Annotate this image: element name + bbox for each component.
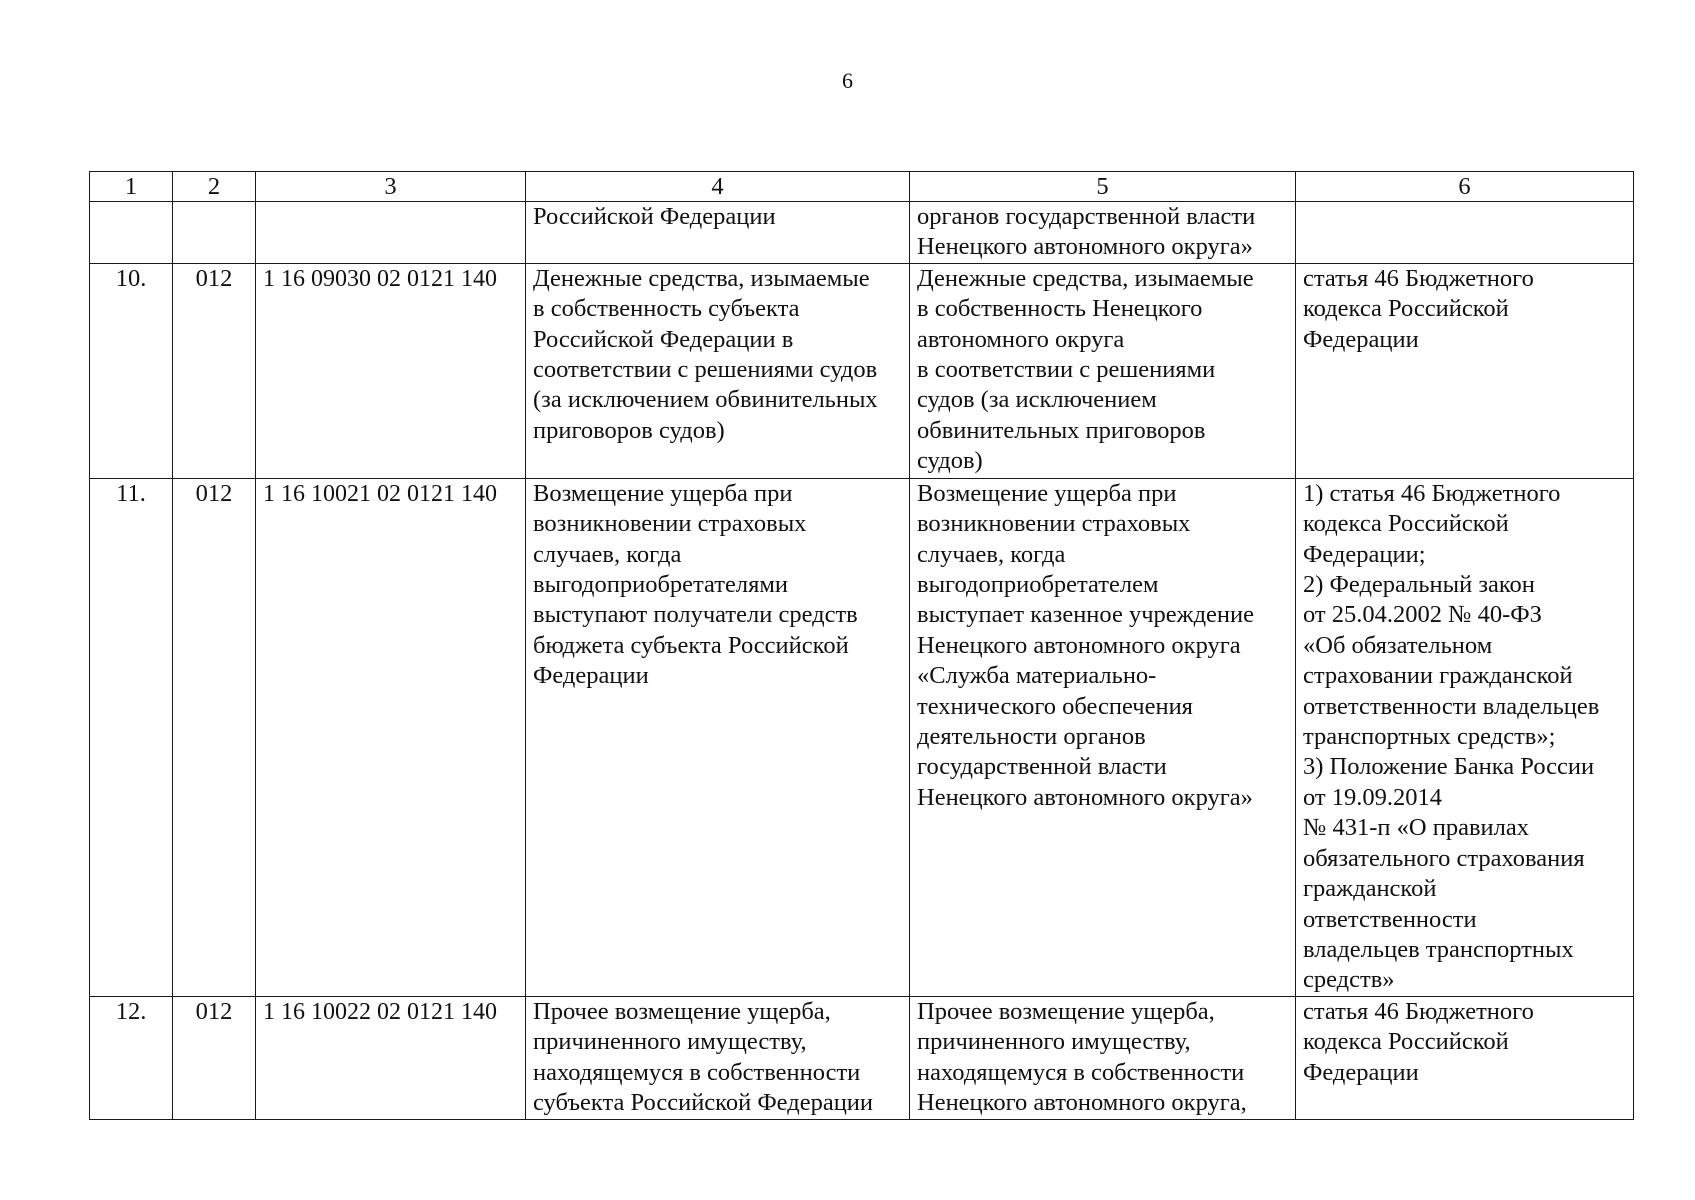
- budget-code-cell: 1 16 10021 02 0121 140: [256, 478, 526, 996]
- cell-text-line: Федерации;: [1303, 540, 1426, 568]
- cell-text-line: деятельности органов: [917, 723, 1146, 751]
- budget-code-cell: 1 16 09030 02 0121 140: [256, 263, 526, 478]
- cell-text-line: судов (за исключением: [917, 386, 1157, 414]
- cell-text-line: выгодоприобретателем: [917, 571, 1159, 599]
- cell-text-line: государственной власти: [917, 753, 1167, 781]
- budget-code-cell: [256, 202, 526, 264]
- legal-basis-cell: [1296, 996, 1634, 1119]
- income-codes-table: [89, 171, 1634, 1120]
- admin-code-cell: 012: [173, 263, 256, 478]
- column-header-4: 4: [526, 172, 910, 202]
- table-header-row: [90, 172, 1634, 202]
- cell-text-line: Ненецкого автономного округа,: [917, 1088, 1247, 1116]
- cell-text-line: автономного округа: [917, 325, 1125, 353]
- cell-text-line: статья 46 Бюджетного: [1303, 264, 1534, 292]
- legal-basis-cell: [1296, 263, 1634, 478]
- cell-text-line: Ненецкого автономного округа: [917, 631, 1241, 659]
- admin-code-cell: 012: [173, 478, 256, 996]
- cell-text-line: кодекса Российской: [1303, 510, 1509, 538]
- column-header-1: 1: [90, 172, 173, 202]
- cell-text-line: Прочее возмещение ущерба,: [533, 997, 831, 1025]
- cell-text-line: кодекса Российской: [1303, 1028, 1509, 1056]
- cell-text-line: кодекса Российской: [1303, 295, 1509, 323]
- cell-text-line: 1) статья 46 Бюджетного: [1303, 479, 1561, 507]
- row-number-cell: [90, 202, 173, 264]
- cell-text-line: технического обеспечения: [917, 692, 1193, 720]
- cell-text-line: выступают получатели средств: [533, 601, 858, 629]
- column-header-2: 2: [173, 172, 256, 202]
- row-number-cell: 10.: [90, 263, 173, 478]
- cell-text-line: Федерации: [1303, 325, 1419, 353]
- income-name-federal-cell: [526, 202, 910, 264]
- admin-code-cell: [173, 202, 256, 264]
- budget-code-cell: 1 16 10022 02 0121 140: [256, 996, 526, 1119]
- table-row: [90, 202, 1634, 264]
- cell-text-line: транспортных средств»;: [1303, 723, 1556, 751]
- table-body: [90, 202, 1634, 1120]
- cell-text-line: субъекта Российской Федерации: [533, 1088, 874, 1116]
- admin-code-cell: 012: [173, 996, 256, 1119]
- cell-text-line: № 431-п «О правилах: [1303, 814, 1529, 842]
- income-name-regional-cell: [910, 996, 1296, 1119]
- cell-text-line: владельцев транспортных: [1303, 935, 1574, 963]
- cell-text-line: Возмещение ущерба при: [533, 479, 793, 507]
- income-name-regional-cell: [910, 263, 1296, 478]
- cell-text-line: гражданской: [1303, 875, 1437, 903]
- income-name-federal-cell: [526, 478, 910, 996]
- cell-text-line: обязательного страхования: [1303, 844, 1585, 872]
- cell-text-line: от 25.04.2002 № 40-ФЗ: [1303, 601, 1542, 629]
- cell-text-line: соответствии с решениями судов: [533, 356, 878, 384]
- cell-text-line: находящемуся в собственности: [533, 1058, 861, 1086]
- cell-text-line: Российской Федерации в: [533, 325, 794, 353]
- cell-text-line: статья 46 Бюджетного: [1303, 997, 1534, 1025]
- cell-text-line: возникновении страховых: [533, 510, 807, 538]
- cell-text-line: «Об обязательном: [1303, 631, 1493, 659]
- cell-text-line: обвинительных приговоров: [917, 416, 1206, 444]
- column-header-3: 3: [256, 172, 526, 202]
- cell-text-line: Российской Федерации: [533, 203, 776, 230]
- row-number-cell: 11.: [90, 478, 173, 996]
- cell-text-line: выгодоприобретателями: [533, 571, 788, 599]
- cell-text-line: приговоров судов): [533, 416, 725, 444]
- column-header-5: 5: [910, 172, 1296, 202]
- cell-text-line: ответственности владельцев: [1303, 692, 1600, 720]
- table-row: [90, 996, 1634, 1119]
- row-number-cell: 12.: [90, 996, 173, 1119]
- cell-text-line: случаев, когда: [533, 540, 682, 568]
- column-header-6: 6: [1296, 172, 1634, 202]
- cell-text-line: Денежные средства, изымаемые: [533, 264, 870, 292]
- cell-text-line: находящемуся в собственности: [917, 1058, 1245, 1086]
- cell-text-line: в собственность субъекта: [533, 295, 800, 323]
- cell-text-line: Прочее возмещение ущерба,: [917, 997, 1215, 1025]
- cell-text-line: страховании гражданской: [1303, 662, 1573, 690]
- income-name-federal-cell: [526, 263, 910, 478]
- cell-text-line: Федерации: [533, 662, 649, 690]
- cell-text-line: Федерации: [1303, 1058, 1419, 1086]
- income-name-regional-cell: [910, 478, 1296, 996]
- cell-text-line: бюджета субъекта Российской: [533, 631, 849, 659]
- cell-text-line: органов государственной власти: [917, 203, 1256, 230]
- cell-text-line: случаев, когда: [917, 540, 1066, 568]
- legal-basis-cell: [1296, 478, 1634, 996]
- cell-text-line: в собственность Ненецкого: [917, 295, 1203, 323]
- table-row: [90, 263, 1634, 478]
- page-number: 6: [842, 68, 853, 93]
- income-name-federal-cell: [526, 996, 910, 1119]
- cell-text-line: возникновении страховых: [917, 510, 1191, 538]
- cell-text-line: Ненецкого автономного округа»: [917, 233, 1253, 261]
- cell-text-line: 3) Положение Банка России: [1303, 753, 1595, 781]
- cell-text-line: «Служба материально-: [917, 662, 1157, 690]
- cell-text-line: в соответствии с решениями: [917, 356, 1216, 384]
- cell-text-line: (за исключением обвинительных: [533, 386, 878, 414]
- cell-text-line: 2) Федеральный закон: [1303, 571, 1535, 599]
- table-row: [90, 478, 1634, 996]
- cell-text-line: судов): [917, 447, 983, 475]
- cell-text-line: Возмещение ущерба при: [917, 479, 1177, 507]
- legal-basis-cell: [1296, 202, 1634, 264]
- cell-text-line: причиненного имуществу,: [533, 1028, 807, 1056]
- cell-text-line: средств»: [1303, 966, 1395, 994]
- cell-text-line: причиненного имуществу,: [917, 1028, 1191, 1056]
- cell-text-line: Денежные средства, изымаемые: [917, 264, 1254, 292]
- cell-text-line: ответственности: [1303, 905, 1477, 933]
- cell-text-line: от 19.09.2014: [1303, 783, 1443, 811]
- cell-text-line: выступает казенное учреждение: [917, 601, 1255, 629]
- income-name-regional-cell: [910, 202, 1296, 264]
- cell-text-line: Ненецкого автономного округа»: [917, 783, 1253, 811]
